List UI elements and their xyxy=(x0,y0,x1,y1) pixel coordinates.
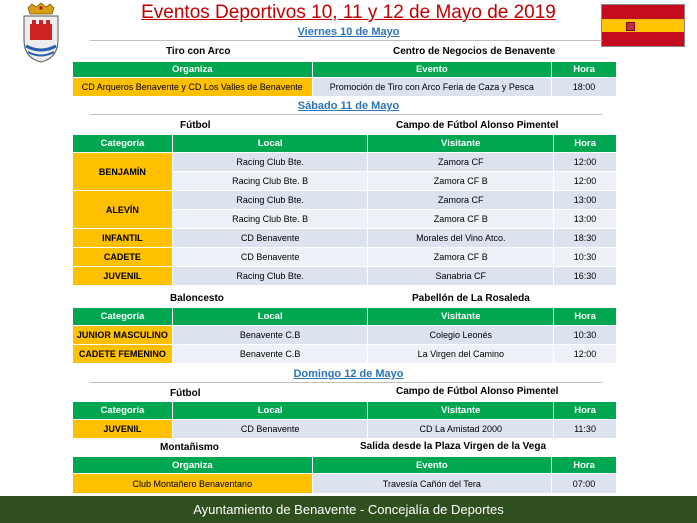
local-cell: Benavente C.B xyxy=(172,326,368,345)
sport-label: Baloncesto xyxy=(170,293,224,304)
saturday-basketball-table xyxy=(72,307,617,364)
category-cell: JUVENIL xyxy=(73,420,173,439)
sunday-football-table xyxy=(72,401,617,439)
table-row xyxy=(73,191,617,210)
header-cell: Organiza xyxy=(73,62,313,78)
saturday-football-table xyxy=(72,134,617,286)
header-cell: Visitante xyxy=(368,135,554,153)
page-title: Eventos Deportivos 10, 11 y 12 de Mayo de 2019 xyxy=(141,2,556,23)
event-cell: Promoción de Tiro con Arco Feria de Caza y Pesca xyxy=(312,78,552,97)
sport-label: Fútbol xyxy=(180,120,211,131)
day-heading-friday: Viernes 10 de Mayo xyxy=(297,26,400,38)
table-row xyxy=(73,326,617,345)
header-cell: Hora xyxy=(552,62,617,78)
visitor-cell: La Virgen del Camino xyxy=(368,345,554,364)
time-cell: 12:00 xyxy=(554,153,617,172)
header-cell: Evento xyxy=(312,62,552,78)
visitor-cell: Sanabria CF xyxy=(368,267,554,286)
time-cell: 10:30 xyxy=(554,248,617,267)
event-cell: Travesía Cañón del Tera xyxy=(312,474,552,494)
table-row xyxy=(73,248,617,267)
category-cell: BENJAMÍN xyxy=(73,153,173,191)
header-cell: Organiza xyxy=(73,457,313,474)
time-cell: 12:00 xyxy=(554,345,617,364)
visitor-cell: Zamora CF B xyxy=(368,248,554,267)
header-cell: Visitante xyxy=(368,402,554,420)
local-cell: CD Benavente xyxy=(172,420,368,439)
organizer-cell: CD Arqueros Benavente y CD Los Valles de Benavente xyxy=(73,78,313,97)
time-cell: 13:00 xyxy=(554,191,617,210)
header-cell: Hora xyxy=(554,402,617,420)
time-cell: 12:00 xyxy=(554,172,617,191)
local-cell: Racing Club Bte. xyxy=(172,191,368,210)
category-cell: CADETE xyxy=(73,248,173,267)
local-cell: CD Benavente xyxy=(172,248,368,267)
table-row xyxy=(73,153,617,172)
time-cell: 16:30 xyxy=(554,267,617,286)
venue-label: Campo de Fútbol Alonso Pimentel xyxy=(396,120,559,131)
table-row xyxy=(73,345,617,364)
visitor-cell: CD La Amistad 2000 xyxy=(368,420,554,439)
visitor-cell: Zamora CF B xyxy=(368,172,554,191)
category-cell: CADETE FEMENINO xyxy=(73,345,173,364)
category-cell: JUNIOR MASCULINO xyxy=(73,326,173,345)
local-cell: Racing Club Bte. B xyxy=(172,210,368,229)
header-cell: Local xyxy=(172,402,368,420)
venue-label: Campo de Fútbol Alonso Pimentel xyxy=(396,386,559,397)
local-cell: Racing Club Bte. B xyxy=(172,172,368,191)
time-cell: 18:00 xyxy=(552,78,617,97)
category-cell: INFANTIL xyxy=(73,229,173,248)
venue-label: Salida desde la Plaza Virgen de la Vega xyxy=(360,441,547,452)
sport-label: Tiro con Arco xyxy=(166,46,231,57)
visitor-cell: Zamora CF xyxy=(368,153,554,172)
divider xyxy=(90,114,602,115)
visitor-cell: Zamora CF B xyxy=(368,210,554,229)
header-cell: Evento xyxy=(312,457,552,474)
header-cell: Hora xyxy=(554,308,617,326)
visitor-cell: Zamora CF xyxy=(368,191,554,210)
organizer-cell: Club Montañero Benaventano xyxy=(73,474,313,494)
header-cell: Categoría xyxy=(73,308,173,326)
divider xyxy=(90,40,602,41)
footer: Ayuntamiento de Benavente - Concejalía de Deportes xyxy=(0,496,697,523)
header-cell: Visitante xyxy=(368,308,554,326)
sport-label: Montañismo xyxy=(160,442,219,453)
visitor-cell: Morales del Vino Atco. xyxy=(368,229,554,248)
header-cell: Local xyxy=(172,135,368,153)
local-cell: Benavente C.B xyxy=(172,345,368,364)
time-cell: 13:00 xyxy=(554,210,617,229)
time-cell: 18:30 xyxy=(554,229,617,248)
header-cell: Hora xyxy=(552,457,617,474)
table-row xyxy=(73,229,617,248)
time-cell: 07:00 xyxy=(552,474,617,494)
time-cell: 10:30 xyxy=(554,326,617,345)
sunday-hiking-table xyxy=(72,456,617,494)
table-row xyxy=(73,267,617,286)
local-cell: Racing Club Bte. xyxy=(172,153,368,172)
table-row xyxy=(73,420,617,439)
header-cell: Categoría xyxy=(73,135,173,153)
table-row xyxy=(73,78,617,97)
day-heading-sunday: Domingo 12 de Mayo xyxy=(293,368,404,380)
header-cell: Local xyxy=(172,308,368,326)
friday-table xyxy=(72,61,617,97)
header-cell: Hora xyxy=(554,135,617,153)
venue-label: Centro de Negocios de Benavente xyxy=(393,46,556,57)
local-cell: Racing Club Bte. xyxy=(172,267,368,286)
sport-label: Fútbol xyxy=(170,388,201,399)
table-row xyxy=(73,474,617,494)
category-cell: JUVENIL xyxy=(73,267,173,286)
visitor-cell: Colegio Leonés xyxy=(368,326,554,345)
header-cell: Categoría xyxy=(73,402,173,420)
time-cell: 11:30 xyxy=(554,420,617,439)
local-cell: CD Benavente xyxy=(172,229,368,248)
venue-label: Pabellón de La Rosaleda xyxy=(412,293,530,304)
day-heading-saturday: Sábado 11 de Mayo xyxy=(297,100,400,112)
divider xyxy=(90,382,602,383)
category-cell: ALEVÍN xyxy=(73,191,173,229)
